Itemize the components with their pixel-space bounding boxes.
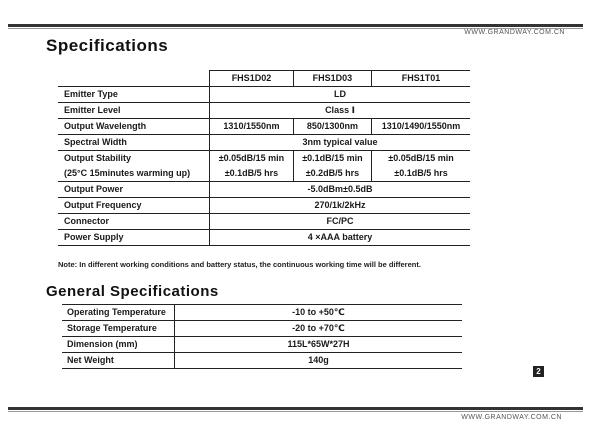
row-label: Emitter Level [58,103,210,119]
header-rule [8,24,583,27]
row-value: ±0.1dB/5 hrs [210,166,294,182]
footer-url: WWW.GRANDWAY.COM.CN [461,414,562,421]
row-label: Spectral Width [58,135,210,151]
row-value: Class Ⅰ [210,103,471,119]
table-row [58,230,470,246]
row-value: 4 ×AAA battery [210,230,471,246]
row-label: Output Stability [64,153,131,163]
table-row [58,103,470,119]
general-specifications-title: General Specifications [46,283,219,300]
row-value: 270/1k/2kHz [210,198,471,214]
table-row [62,305,462,321]
header-url: WWW.GRANDWAY.COM.CN [464,29,565,36]
row-label: Power Supply [58,230,210,246]
row-value: ±0.1dB/15 min [293,151,371,167]
row-value: ±0.1dB/5 hrs [371,166,470,182]
row-value: ±0.2dB/5 hrs [293,166,371,182]
footer-rule [8,407,583,410]
table-row [58,135,470,151]
table-row [62,337,462,353]
row-label: Operating Temperature [62,305,175,321]
row-label: Connector [58,214,210,230]
row-value: ±0.05dB/15 min [210,151,294,167]
row-label: Output Wavelength [58,119,210,135]
row-value: LD [210,87,471,103]
row-value: 1310/1550nm [210,119,294,135]
column-header: FHS1D03 [293,71,371,87]
row-label: Net Weight [62,353,175,369]
table-row [58,198,470,214]
row-value: -10 to +50℃ [175,305,463,321]
table-row [58,151,470,167]
row-label: Emitter Type [58,87,210,103]
row-value: -5.0dBm±0.5dB [210,182,471,198]
row-value: 1310/1490/1550nm [371,119,470,135]
specifications-title: Specifications [46,36,169,55]
specifications-table [58,70,470,246]
row-label: Output Power [58,182,210,198]
table-row [58,166,470,182]
row-value: 115L*65W*27H [175,337,463,353]
row-label: Dimension (mm) [62,337,175,353]
table-row [62,321,462,337]
table-row [62,353,462,369]
page-number: 2 [533,366,544,377]
table-header-row [58,71,470,87]
table-row [58,87,470,103]
row-label: Output Frequency [58,198,210,214]
table-row [58,182,470,198]
row-value: 3nm typical value [210,135,471,151]
row-value: 140g [175,353,463,369]
table-row [58,214,470,230]
header-blank-cell [58,71,210,87]
row-value: ±0.05dB/15 min [371,151,470,167]
column-header: FHS1D02 [210,71,294,87]
column-header: FHS1T01 [371,71,470,87]
general-specifications-table [62,304,462,369]
row-value: FC/PC [210,214,471,230]
row-label: (25°C 15minutes warming up) [58,166,210,182]
table-row [58,119,470,135]
row-label: Storage Temperature [62,321,175,337]
row-value: 850/1300nm [293,119,371,135]
row-value: -20 to +70℃ [175,321,463,337]
note-text: Note: In different working conditions and battery status, the continuous working time will be different. [58,260,421,269]
